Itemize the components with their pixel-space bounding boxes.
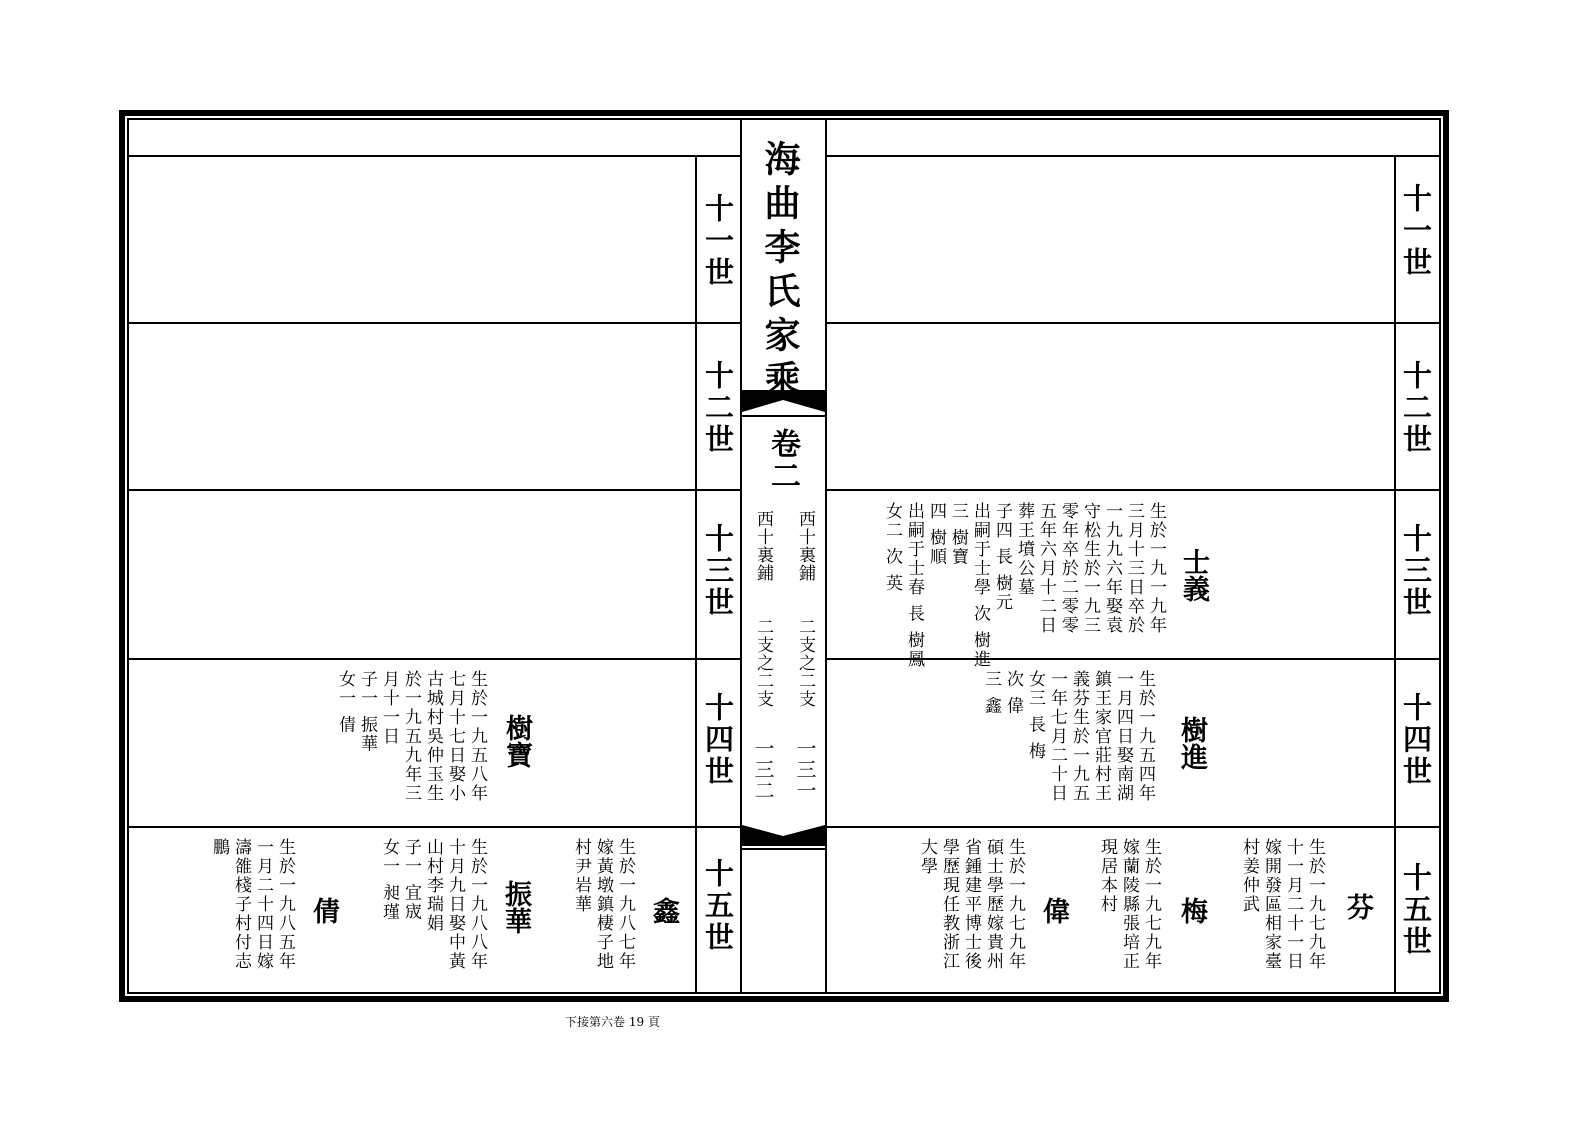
entry-line: 村姜仲武 [1239, 838, 1259, 914]
entry-line: 古城村吳仲玉生 [423, 670, 443, 803]
person-entry-xin [570, 838, 636, 978]
entry-line: 生於一九八五年 [275, 838, 295, 971]
entry-line: 一月二十四日嫁 [253, 838, 273, 971]
row-line-left-3 [127, 658, 740, 660]
entry-line: 一九九六年娶袁 [1102, 502, 1122, 635]
row-line-right-2 [827, 489, 1439, 491]
spine-page-left: 一三一 [793, 738, 817, 801]
entry-line: 月十一日 [379, 670, 399, 746]
entry-line: 省鍾建平博士後 [961, 838, 981, 971]
spine-place-left: 西十裏鋪 [795, 510, 815, 582]
entry-line: 一年七月二十日 [1047, 670, 1067, 803]
person-name-shubao: 樹寶 [501, 714, 532, 768]
entry-line: 葬王墳公墓 [1014, 502, 1034, 597]
entry-line: 女一 倩 [335, 670, 355, 735]
entry-line: 生於一九七九年 [1005, 838, 1025, 971]
spine-page-right: 一三二 [751, 738, 775, 801]
entry-line: 生於一九一九年 [1146, 502, 1166, 635]
entry-line: 學歷現任教浙江 [939, 838, 959, 971]
entry-line: 碩士學歷嫁貴州 [983, 838, 1003, 971]
person-name-mei: 梅 [1176, 897, 1207, 924]
entry-line: 山村李瑞娟 [423, 838, 443, 933]
volume-label: 卷二 [765, 428, 800, 492]
gen-label-13-right: 十三世 [1399, 523, 1433, 619]
continuation-note: 下接第六卷 19 頁 [565, 1015, 660, 1029]
entry-line: 十一月二十一日 [1283, 838, 1303, 971]
entry-line: 村尹岩華 [571, 838, 591, 914]
entry-line: 守松生於一九三 [1080, 502, 1100, 635]
gen-label-15-left: 十五世 [701, 858, 735, 954]
entry-line: 鵬 [209, 838, 229, 857]
spine-fishtail-bottom [742, 820, 825, 850]
entry-line: 大學 [917, 838, 937, 876]
top-margin-line-left [127, 155, 740, 157]
entry-line: 生於一九八七年 [615, 838, 635, 971]
entry-line: 生於一九八八年 [467, 838, 487, 971]
person-entry-wei [916, 838, 1026, 978]
gen-label-12-left: 十二世 [701, 360, 735, 456]
row-line-right-1 [827, 322, 1439, 324]
entry-line: 女二 次 英 [882, 502, 902, 593]
entry-line: 出嗣于士學 次 樹進 [970, 502, 990, 669]
entry-line: 三 鑫 [981, 670, 1001, 716]
gen-label-15-right: 十五世 [1399, 862, 1433, 958]
person-entry-fen [1238, 838, 1326, 978]
entry-line: 女三 長 梅 [1025, 670, 1045, 761]
person-name-wei: 偉 [1038, 897, 1069, 924]
entry-line: 零年卒於二零零 [1058, 502, 1078, 635]
spine-branch-right: 二支之二支 [753, 618, 773, 708]
gen-label-11-right: 十一世 [1399, 183, 1433, 279]
entry-line: 義芬生於一九五 [1069, 670, 1089, 803]
gen-label-14-right: 十四世 [1399, 692, 1433, 788]
person-entry-shiyi [829, 502, 1167, 669]
gen-label-14-left: 十四世 [701, 692, 735, 788]
entry-line: 五年六月十二日 [1036, 502, 1056, 635]
spine-branch-left: 二支之二支 [795, 618, 815, 708]
entry-line: 出嗣于士春 長 樹鳳 [904, 502, 924, 669]
entry-line: 鎮王家官莊村王 [1091, 670, 1111, 803]
entry-line: 子一 宜宬 [401, 838, 421, 922]
book-title: 海曲李氏家乘 [759, 140, 801, 404]
entry-line: 嫁蘭陵縣張培正 [1119, 838, 1139, 971]
entry-line: 嫁黃墩鎮棲子地 [593, 838, 613, 971]
entry-line: 現居本村 [1097, 838, 1117, 914]
entry-line: 生於一九七九年 [1305, 838, 1325, 971]
entry-line: 子四 長 樹元 [992, 502, 1012, 612]
person-name-xin: 鑫 [648, 897, 679, 924]
entry-line: 三月十三日卒於 [1124, 502, 1144, 635]
row-line-right-4 [827, 826, 1439, 828]
person-entry-qian [208, 838, 296, 978]
top-margin-line-right [827, 155, 1439, 157]
entry-line: 於一九五九年三 [401, 670, 421, 803]
person-name-shiyi: 士義 [1178, 548, 1209, 602]
gen-label-13-left: 十三世 [701, 523, 735, 619]
row-line-left-1 [127, 322, 740, 324]
left-gen-column-border [695, 155, 697, 994]
entry-line: 生於一九七九年 [1141, 838, 1161, 971]
entry-line: 子一 振華 [357, 670, 377, 754]
entry-line: 嫁開發區相家臺 [1261, 838, 1281, 971]
person-entry-zhenhua [378, 838, 488, 978]
entry-line: 一月四日娶南湖 [1113, 670, 1133, 803]
person-name-zhenhua: 振華 [500, 880, 531, 934]
person-entry-shujin [980, 670, 1156, 810]
entry-line: 濤雒棧子村付志 [231, 838, 251, 971]
row-line-left-2 [127, 489, 740, 491]
entry-line: 次 偉 [1003, 670, 1023, 716]
person-name-qian: 倩 [308, 897, 339, 924]
person-entry-mei [1096, 838, 1162, 978]
person-name-shujin: 樹進 [1176, 716, 1207, 770]
entry-line: 女一 昶瑾 [379, 838, 399, 922]
spine-right-border [825, 118, 827, 994]
gen-label-11-left: 十一世 [701, 193, 735, 289]
person-entry-shubao [334, 670, 488, 810]
entry-line: 七月十七日娶小 [445, 670, 465, 803]
row-line-left-4 [127, 826, 740, 828]
gen-label-12-right: 十二世 [1399, 360, 1433, 456]
spine-place-right: 西十裏鋪 [753, 510, 773, 582]
right-gen-column-border [1394, 155, 1396, 994]
entry-line: 三 樹寶 [948, 502, 968, 567]
entry-line: 十月九日娶中黃 [445, 838, 465, 971]
person-name-fen: 芬 [1342, 893, 1373, 920]
entry-line: 四 樹順 [926, 502, 946, 567]
entry-line: 生於一九五四年 [1135, 670, 1155, 803]
entry-line: 生於一九五八年 [467, 670, 487, 803]
